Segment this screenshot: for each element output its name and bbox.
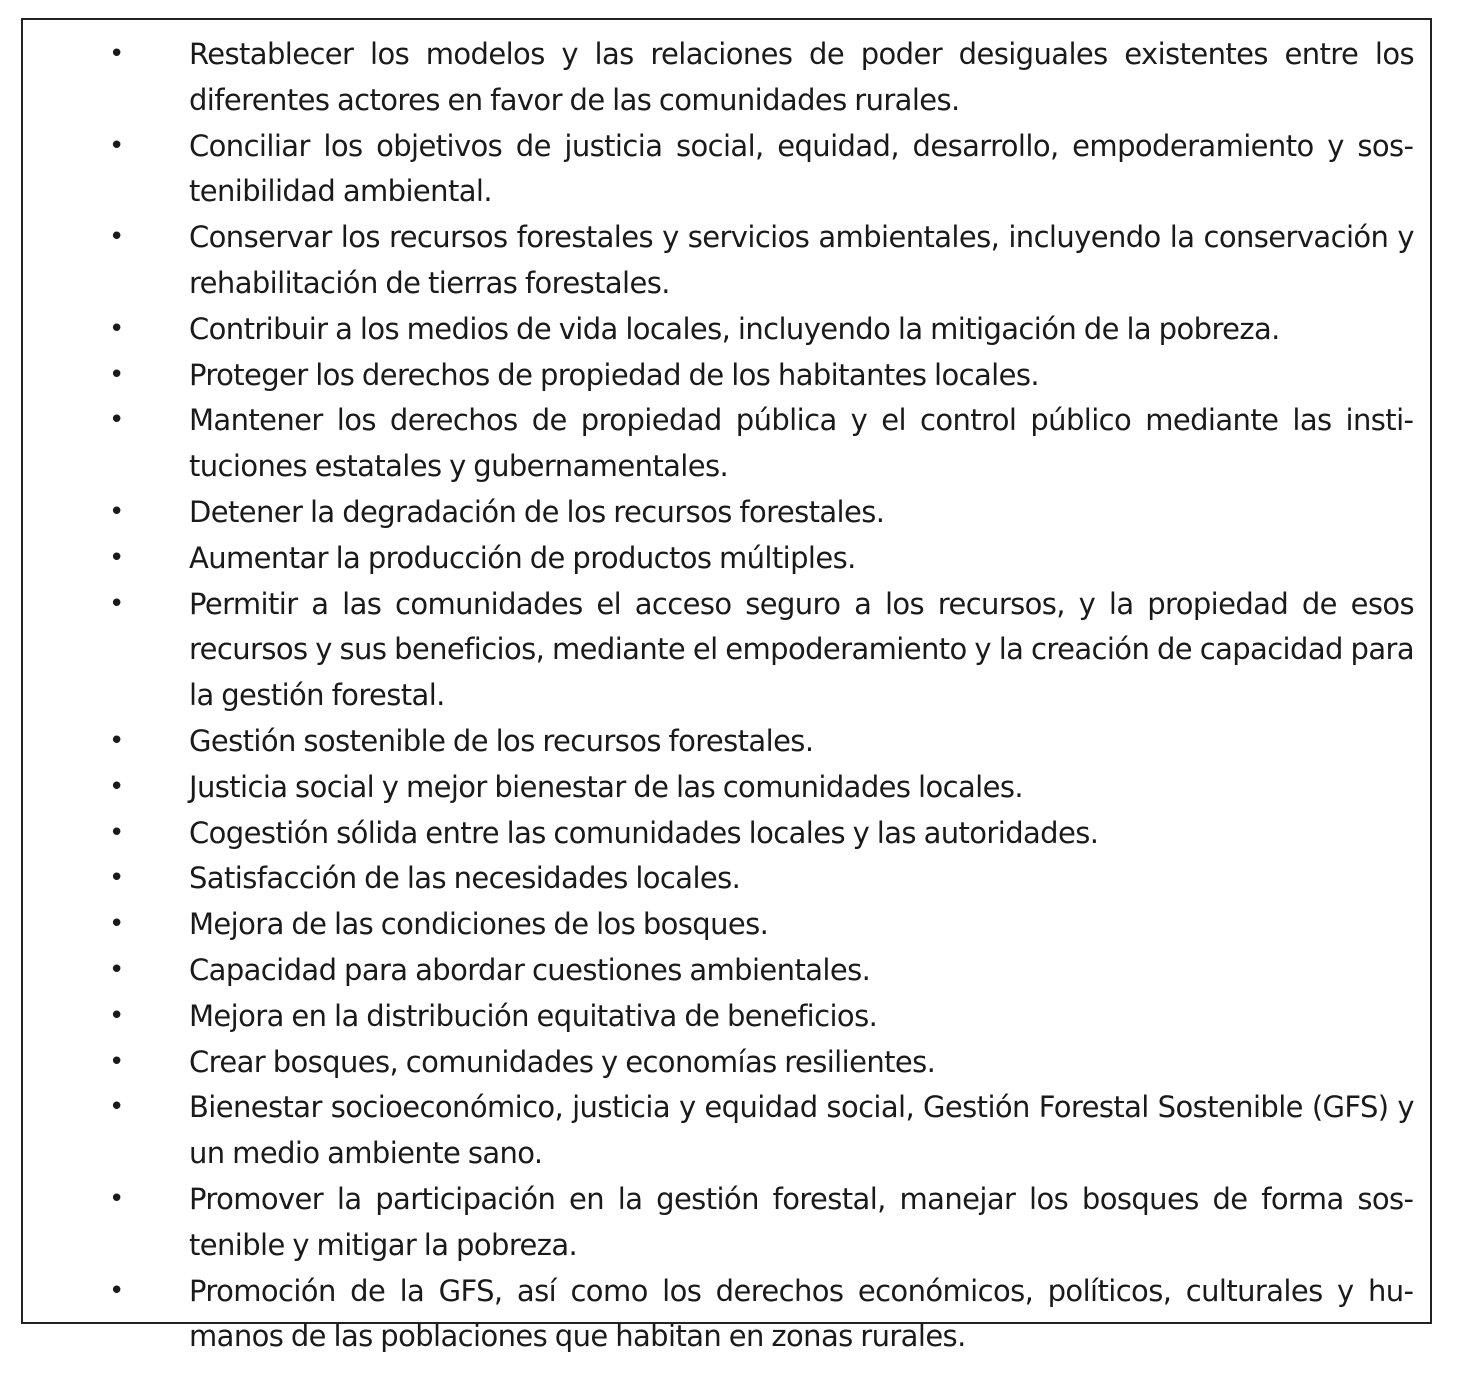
list-item-text: Cogestión sólida entre las comunidades locales y las autoridades. xyxy=(189,815,1099,850)
bullet-icon: • xyxy=(109,1092,124,1123)
list-item-text: Justicia social y mejor bienestar de las comunidades locales. xyxy=(189,769,1023,804)
list-item xyxy=(23,307,1430,353)
bullet-icon: • xyxy=(109,909,124,940)
list-item xyxy=(23,1177,1430,1269)
list-item-text: Mejora en la distribución equitativa de beneficios. xyxy=(189,998,878,1033)
bullet-icon: • xyxy=(109,588,124,619)
list-item xyxy=(23,1040,1430,1086)
bullet-icon: • xyxy=(109,496,124,527)
bullet-icon: • xyxy=(109,359,124,390)
list-item xyxy=(23,994,1430,1040)
bullet-icon: • xyxy=(109,39,124,69)
list-item-text: Contribuir a los medios de vida locales, incluyendo la mitigación de la pobreza. xyxy=(189,311,1280,346)
bullet-icon: • xyxy=(109,222,124,253)
list-item-text: Conciliar los objetivos de justicia social, equidad, desarrollo, empoderamiento y sostenibilidad ambiental. xyxy=(189,128,1414,209)
bullet-icon: • xyxy=(109,863,124,894)
list-item-text: Capacidad para abordar cuestiones ambientales. xyxy=(189,952,871,987)
list-item xyxy=(23,856,1430,902)
list-item xyxy=(23,765,1430,811)
bullet-icon: • xyxy=(109,313,124,344)
list-item-text: Restablecer los modelos y las relaciones de poder desiguales existentes entre los diferentes actores en favor de las comunidades rurales. xyxy=(189,37,1414,117)
list-item-text: Satisfacción de las necesidades locales. xyxy=(189,861,741,896)
list-item xyxy=(23,719,1430,765)
bullet-icon: • xyxy=(109,1000,124,1031)
list-item xyxy=(23,215,1430,307)
list-item-text: Crear bosques, comunidades y economías resilientes. xyxy=(189,1044,936,1079)
list-item-text: Mejora de las condiciones de los bosques. xyxy=(189,907,769,942)
bullet-icon: • xyxy=(109,1183,124,1214)
list-item xyxy=(23,398,1430,490)
bullet-icon: • xyxy=(109,405,124,436)
list-item-text: Promoción de la GFS, así como los derechos económicos, políticos, culturales y humanos de las poblaciones que habitan en zonas rurales. xyxy=(189,1273,1414,1354)
list-item-text: Proteger los derechos de propiedad de los habitantes locales. xyxy=(189,357,1039,392)
list-item-text: Mantener los derechos de propiedad pública y el control público mediante las instituciones estatales y gubernamentales. xyxy=(189,403,1414,484)
list-item xyxy=(23,32,1430,124)
bullet-icon: • xyxy=(109,1275,124,1306)
bullet-icon: • xyxy=(109,817,124,848)
bordered-text-box xyxy=(21,18,1432,1354)
bullet-icon: • xyxy=(109,542,124,573)
list-item xyxy=(23,353,1430,399)
bullet-icon: • xyxy=(109,130,124,161)
list-item-text: Permitir a las comunidades el acceso seguro a los recursos, y la propiedad de esos recursos y sus beneficios, mediante el empoderamiento y la creación de capacidad para la gestión forestal. xyxy=(189,586,1414,713)
list-item-text: Detener la degradación de los recursos forestales. xyxy=(189,494,885,529)
list-item xyxy=(23,1269,1430,1361)
list-item xyxy=(23,902,1430,948)
list-item-text: Bienestar socioeconómico, justicia y equidad social, Gestión Forestal Sostenible (GFS) y un medio ambiente sano. xyxy=(189,1090,1414,1171)
list-item xyxy=(23,124,1430,216)
list-item-text: Aumentar la producción de productos múltiples. xyxy=(189,540,856,575)
list-item xyxy=(23,490,1430,536)
bullet-icon: • xyxy=(109,954,124,985)
bullet-icon: • xyxy=(109,1046,124,1077)
list-item xyxy=(23,1085,1430,1177)
list-item-text: Conservar los recursos forestales y servicios ambientales, incluyendo la conservación y rehabilitación de tierras forestales. xyxy=(189,220,1414,300)
bullet-icon: • xyxy=(109,725,124,756)
bullet-icon: • xyxy=(109,771,124,802)
list-item-text: Promover la participación en la gestión forestal, manejar los bosques de forma sostenible y mitigar la pobreza. xyxy=(189,1181,1414,1262)
list-item xyxy=(23,811,1430,857)
list-item xyxy=(23,536,1430,582)
list-item xyxy=(23,582,1430,719)
list-item-text: Gestión sostenible de los recursos forestales. xyxy=(189,723,814,758)
objectives-bullet-list xyxy=(23,32,1430,1360)
list-item xyxy=(23,948,1430,994)
